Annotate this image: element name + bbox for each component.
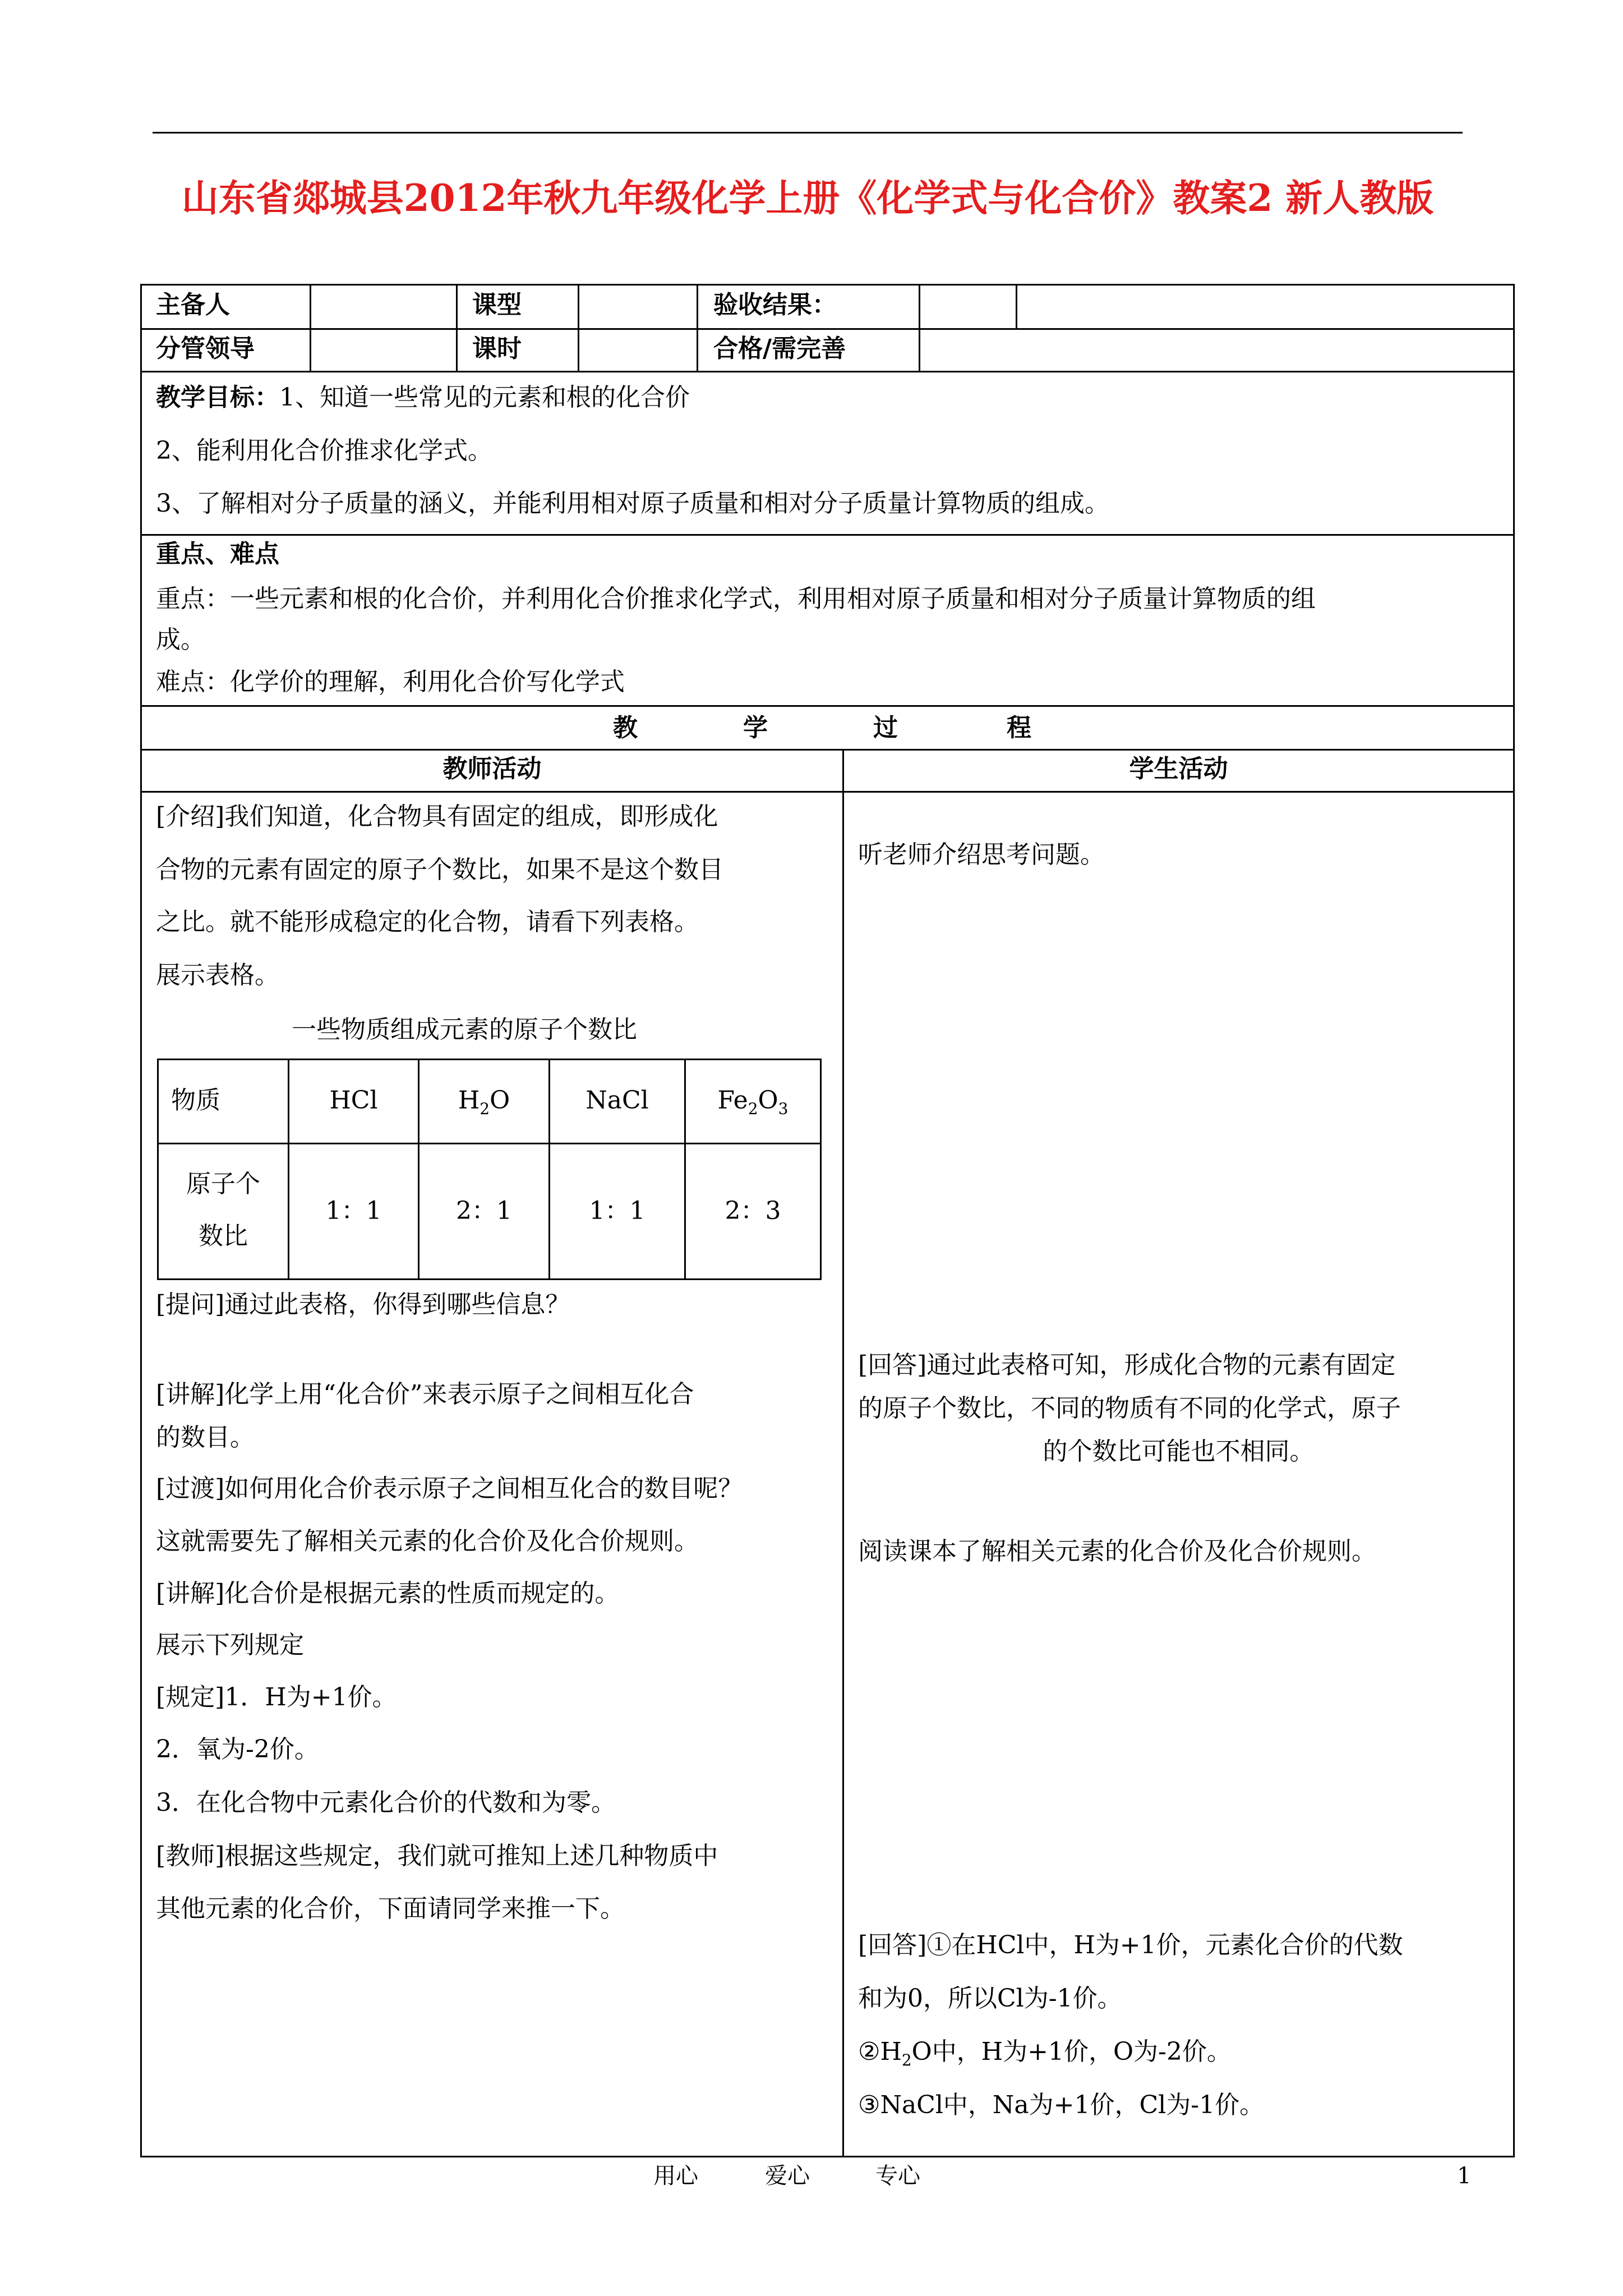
student-listen: 听老师介绍思考问题。 [858,840,1105,869]
footer-word-2: 爱心 [765,2163,810,2189]
ratio-cell-r2: 2：1 [456,1197,512,1225]
process-heading-char-1: 教 [613,714,638,742]
teacher-show-rules: 展示下列规定 [156,1631,304,1659]
objective-1: 教学目标：1、知道一些常见的元素和根的化合价 [156,383,690,412]
table-border-right [1513,284,1515,2157]
ratio-row-label-atoms-a: 原子个 [186,1170,260,1198]
process-heading-char-3: 过 [873,714,898,742]
teacher-activity-header: 教师活动 [442,754,542,783]
top-rule [153,132,1463,134]
teacher-rule-3: 3．在化合物中元素化合价的代数和为零。 [156,1788,616,1817]
ratio-cell-r1: 1：1 [325,1197,382,1225]
teacher-lecture-2: [讲解]化合价是根据元素的性质而规定的。 [156,1579,620,1608]
label-acceptance: 验收结果： [713,291,837,319]
teacher-prompt-1: [教师]根据这些规定，我们就可推知上述几种物质中 [156,1842,718,1870]
label-lesson-type: 课型 [472,291,522,319]
teacher-rule-1: [规定]1．H为+1价。 [156,1683,397,1711]
ratio-cell-nacl: NaCl [585,1086,649,1115]
student-answer-1a: [回答]通过此表格可知，形成化合物的元素有固定 [858,1351,1396,1379]
difficult-point: 难点：化学价的理解，利用化合价写化学式 [156,668,625,696]
key-points-heading: 重点、难点 [156,540,279,568]
student-answer-2a: [回答]①在HCl中，H为+1价，元素化合价的代数 [858,1931,1403,1959]
ratio-cell-fe2o3: $Fe_2O_3$ [717,1086,789,1118]
teacher-intro-line-1: [介绍]我们知道，化合物具有固定的组成，即形成化 [156,802,718,831]
process-heading-char-2: 学 [743,714,768,742]
student-answer-1c: 的个数比可能也不相同。 [1043,1437,1315,1466]
teacher-intro-line-3: 之比。就不能形成稳定的化合物，请看下列表格。 [156,908,699,936]
table-border-top [140,284,1515,286]
label-pass-improve: 合格/需完善 [713,334,846,363]
student-answer-3: $②H_2O$中，H为+1价，O为-2价。 [858,2037,1232,2069]
student-answer-2b: 和为0，所以Cl为-1价。 [858,1984,1122,2013]
teacher-lecture-1b: 的数目。 [156,1423,255,1452]
teacher-question: [提问]通过此表格，你得到哪些信息？ [156,1290,570,1319]
ratio-row-label-substance: 物质 [171,1086,220,1115]
key-point-line-1: 重点：一些元素和根的化合价，并利用化合价推求化学式，利用相对原子质量和相对分子质量计算物质的组 [156,585,1316,613]
page-number: 1 [1457,2163,1472,2189]
label-main-preparer: 主备人 [156,291,230,319]
ratio-cell-hcl: HCl [329,1086,378,1115]
student-activity-header: 学生活动 [1129,754,1228,783]
student-answer-4: ③NaCl中，Na为+1价，Cl为-1价。 [858,2091,1265,2119]
teacher-rule-2: 2．氧为-2价。 [156,1735,319,1764]
footer-word-3: 专心 [875,2163,920,2189]
process-heading-char-4: 程 [1007,714,1031,742]
teacher-show-table: 展示表格。 [156,961,279,990]
objective-3: 3、了解相对分子质量的涵义，并能利用相对原子质量和相对分子质量计算物质的组成。 [156,489,1109,518]
table-border-bottom [140,2156,1515,2157]
label-class-hour: 课时 [472,334,522,363]
footer-word-1: 用心 [653,2163,698,2189]
teacher-intro-line-2: 合物的元素有固定的原子个数比，如果不是这个数目 [156,855,723,884]
table-border-left [140,284,142,2157]
teacher-transition-1: [过渡]如何用化合价表示原子之间相互化合的数目呢？ [156,1474,743,1503]
ratio-cell-r4: 2：3 [725,1197,781,1225]
ratio-cell-h2o: $H_2O$ [458,1086,510,1118]
ratio-row-label-atoms-b: 数比 [199,1222,248,1250]
ratio-cell-r3: 1：1 [589,1197,645,1225]
teacher-transition-2: 这就需要先了解相关元素的化合价及化合价规则。 [156,1527,699,1556]
key-point-line-2: 成。 [156,625,205,654]
label-supervisor: 分管领导 [156,334,255,363]
teacher-prompt-2: 其他元素的化合价，下面请同学来推一下。 [156,1894,625,1923]
teacher-lecture-1a: [讲解]化学上用“化合价”来表示原子之间相互化合 [156,1380,694,1409]
objective-2: 2、能利用化合价推求化学式。 [156,436,492,465]
student-answer-1b: 的原子个数比，不同的物质有不同的化学式，原子 [858,1394,1401,1423]
ratio-table-caption: 一些物质组成元素的原子个数比 [292,1015,637,1044]
student-read: 阅读课本了解相关元素的化合价及化合价规则。 [858,1537,1376,1566]
document-title: 山东省郯城县2012年秋九年级化学上册《化学式与化合价》教案2 新人教版 [181,176,1434,220]
